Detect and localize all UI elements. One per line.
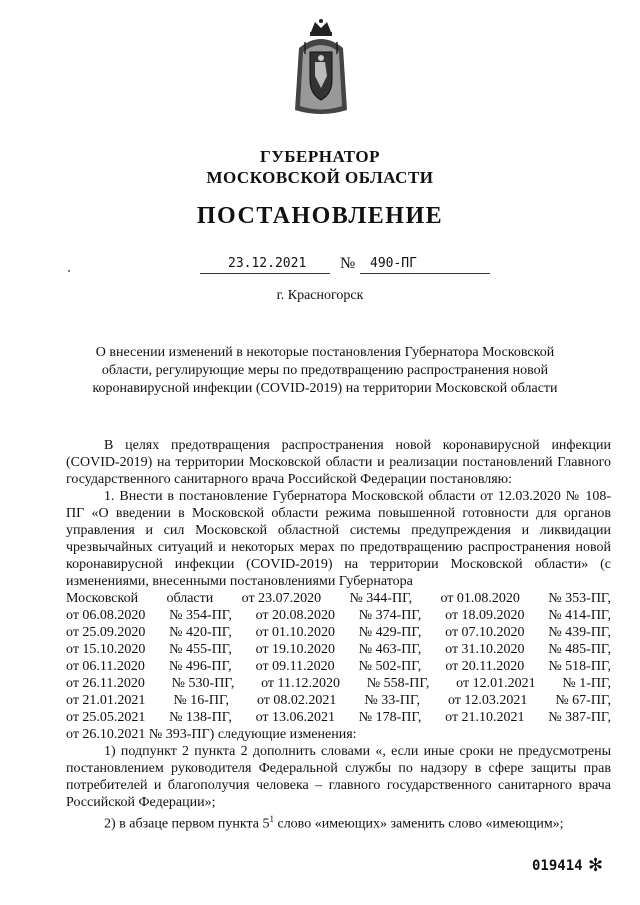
amendment-cell: от 09.11.2020 — [255, 659, 335, 674]
subitem2-superscript: 1 — [269, 814, 274, 824]
subitem1-paragraph: 1) подпункт 2 пункта 2 дополнить словами «, если иные сроки не предусмотрены постановлением руководителя Федеральной службы по надзору в сфере защиты прав потребителей и благополучия человека – главного государственного санитарного врача Российской Федерации»; — [66, 744, 611, 810]
amendment-cell: от 15.10.2020 — [66, 642, 146, 657]
subitem2-text-after: слово «имеющих» заменить слово «имеющим»; — [273, 816, 564, 832]
document-number: 490-ПГ — [370, 256, 417, 271]
issuer-title-line2: МОСКОВСКОЙ ОБЛАСТИ — [206, 168, 434, 187]
amendment-cell: от 08.02.2021 — [256, 693, 337, 708]
amendment-row — [66, 658, 611, 675]
scan-mark — [68, 270, 70, 272]
amendment-cell: от 06.11.2020 — [66, 659, 145, 674]
amendment-cell: от 01.08.2020 — [440, 591, 520, 606]
amendment-cell: от 25.05.2021 — [66, 710, 146, 725]
amendment-cell: от 20.11.2020 — [445, 659, 525, 674]
amendment-cell: № 558-ПГ, — [366, 676, 430, 691]
amendment-cell: от 23.07.2020 — [241, 591, 322, 606]
amendment-cell: № 387-ПГ, — [548, 710, 611, 725]
number-underline — [360, 273, 490, 274]
date-underline — [200, 273, 330, 274]
coat-of-arms-emblem — [293, 18, 349, 118]
star-mark: ✻ — [588, 855, 604, 876]
amendment-cell: № 374-ПГ, — [358, 608, 422, 623]
amendment-row — [66, 675, 611, 692]
amendment-cell: № 530-ПГ, — [171, 676, 235, 691]
amendment-cell: № 420-ПГ, — [169, 625, 232, 640]
amendment-cell: от 11.12.2020 — [261, 676, 340, 691]
subitem2-text-before: 2) в абзаце первом пункта 5 — [104, 816, 270, 832]
amendment-row — [66, 709, 611, 726]
amendment-cell: № 344-ПГ, — [349, 591, 413, 606]
amendment-cell: от 18.09.2020 — [445, 608, 525, 623]
amendment-cell: от 07.10.2020 — [445, 625, 525, 640]
amendment-cell: от 01.10.2020 — [255, 625, 335, 640]
subitem2-paragraph — [66, 811, 611, 833]
number-sign: № — [340, 255, 356, 272]
item1-paragraph: 1. Внести в постановление Губернатора Московской области от 12.03.2020 № 108-ПГ «О введении в Московской области режима повышенной готовности для органов управления и сил Московской областной системы предупреждения и ликвидации чрезвычайных ситуаций и некоторых мерах по предотвращению распространения новой коронавирусной инфекции (COVID-2019) на территории Московской области» (с изменениями, внесенными постановлениями Губернатора — [66, 489, 611, 589]
amendment-cell: от 31.10.2020 — [445, 642, 525, 657]
amendment-cell: № 463-ПГ, — [358, 642, 422, 657]
amendment-cell: от 26.11.2020 — [66, 676, 145, 691]
amendment-cell: от 19.10.2020 — [255, 642, 335, 657]
amendment-cell: от 25.09.2020 — [66, 625, 146, 640]
amendment-cell: № 1-ПГ, — [562, 676, 611, 691]
amendment-row — [66, 624, 611, 641]
amendment-cell: от 12.03.2021 — [447, 693, 528, 708]
amendment-cell: № 16-ПГ, — [173, 693, 230, 708]
amendment-cell: области — [166, 591, 214, 606]
amendment-row — [66, 692, 611, 709]
amendment-cell: № 138-ПГ, — [169, 710, 232, 725]
amendment-cell: Московской — [66, 591, 139, 606]
serial-stamp: 019414 — [532, 858, 583, 874]
amendment-cell: № 502-ПГ, — [358, 659, 422, 674]
amendment-cell: от 06.08.2020 — [66, 608, 146, 623]
amendment-row — [66, 607, 611, 624]
amendment-cell: № 518-ПГ, — [548, 659, 611, 674]
amendments-list — [66, 590, 611, 726]
amendment-cell: № 485-ПГ, — [548, 642, 611, 657]
amendment-cell: № 353-ПГ, — [548, 591, 611, 606]
amendment-cell: № 455-ПГ, — [169, 642, 232, 657]
intro-paragraph: В целях предотвращения распространения новой коронавирусной инфекции (COVID-2019) на территории Московской области и реализации постановлений Главного государственного санитарного врача Российской Федерации постановляю: — [66, 438, 611, 487]
document-type-title: ПОСТАНОВЛЕНИЕ — [196, 203, 444, 229]
item1-end: от 26.10.2021 № 393-ПГ) следующие изменения: — [66, 727, 357, 742]
document-subject: О внесении изменений в некоторые постановления Губернатора Московской области, регулирующие меры по предотвращению распространения новой коронавирусной инфекции (COVID-2019) на территории Московской области — [92, 345, 558, 396]
document-city: г. Красногорск — [276, 288, 364, 303]
amendment-cell: № 429-ПГ, — [358, 625, 422, 640]
amendment-cell: № 496-ПГ, — [168, 659, 232, 674]
amendment-cell: № 414-ПГ, — [548, 608, 611, 623]
amendment-cell: от 12.01.2021 — [456, 676, 536, 691]
amendment-cell: от 21.10.2021 — [445, 710, 525, 725]
document-body — [66, 437, 611, 833]
amendment-cell: № 33-ПГ, — [364, 693, 420, 708]
amendment-cell: № 178-ПГ, — [358, 710, 422, 725]
amendment-cell: № 354-ПГ, — [169, 608, 232, 623]
amendment-row — [66, 590, 611, 607]
issuer-title-line1: ГУБЕРНАТОР — [260, 147, 380, 166]
amendment-cell: № 439-ПГ, — [548, 625, 611, 640]
document-date: 23.12.2021 — [228, 256, 307, 271]
amendment-cell: от 21.01.2021 — [66, 693, 146, 708]
amendment-cell: от 13.06.2021 — [255, 710, 335, 725]
amendment-cell: № 67-ПГ, — [555, 693, 611, 708]
amendment-cell: от 20.08.2020 — [255, 608, 335, 623]
date-number-line — [200, 255, 490, 277]
amendment-row — [66, 641, 611, 658]
